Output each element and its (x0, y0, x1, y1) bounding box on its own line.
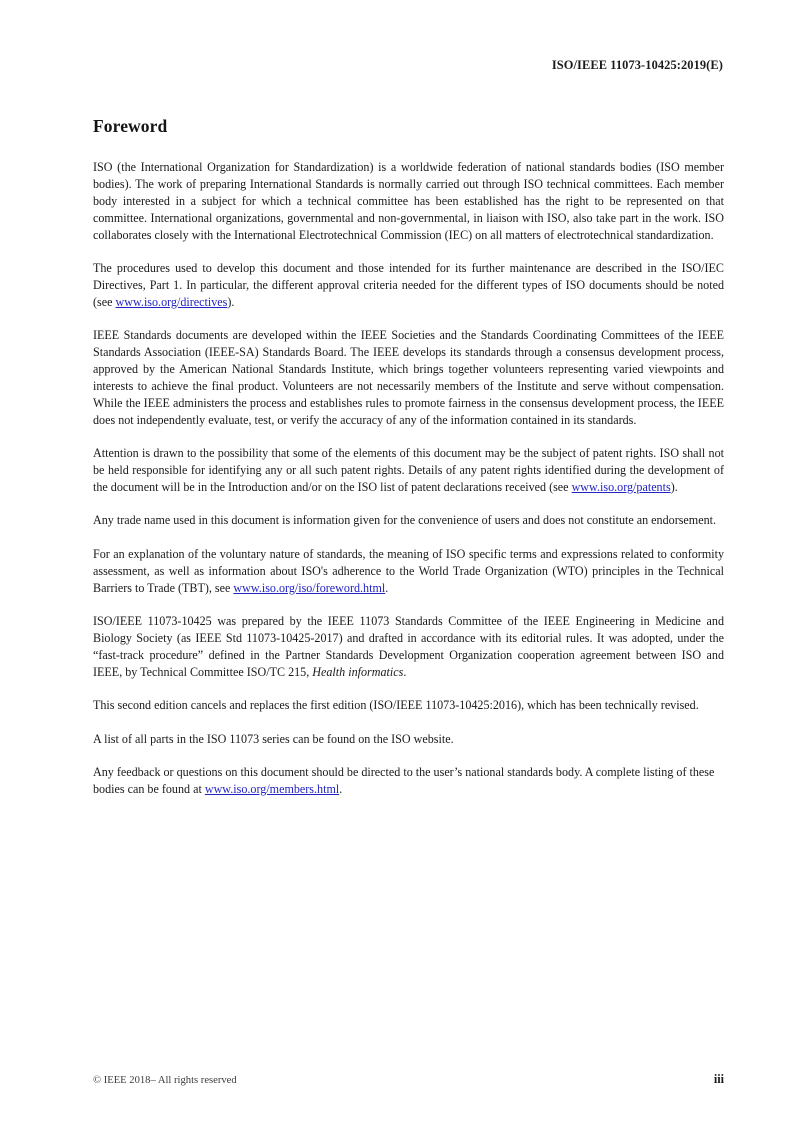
external-link[interactable]: www.iso.org/directives (115, 294, 228, 309)
text-run: ). (227, 294, 235, 309)
paragraph-ieee-standards (93, 327, 724, 428)
text-run: For an explanation of the voluntary nature of standards, the meaning of ISO specific terms and expressions related to conformity assessment, as well as information about ISO's adherence to the World Trade Organization (WTO) principles in the Technical Barriers to Trade (TBT), see (93, 546, 724, 595)
paragraph-procedures (93, 260, 724, 311)
page-footer (93, 1072, 724, 1087)
text-run: . (339, 781, 343, 796)
page-number: iii (713, 1072, 724, 1086)
text-run: ISO/IEEE 11073-10425 was prepared by the IEEE 11073 Standards Committee of the IEEE Engineering in Medicine and Biology Society (as IEEE Std 11073-10425-2017) and drafted in accordance with its editorial rules. It was adopted, under the “fast-track procedure” defined in the Partner Standards Development Organization cooperation agreement between ISO and IEEE, by Technical Committee ISO/TC 215, (93, 614, 724, 679)
text-run: Any trade name used in this document is information given for the convenience of users and does not constitute an endorsement. (93, 513, 716, 528)
text-run: ISO (the International Organization for Standardization) is a worldwide federation of national standards bodies (ISO member bodies). The work of preparing International Standards is normally carried out through ISO technical committees. Each member body interested in a subject for which a technical committee has been established has the right to be represented on that committee. International organizations, governmental and non-governmental, in liaison with ISO, also take part in the work. ISO collaborates closely with the International Electrotechnical Commission (IEC) on all matters of electrotechnical standardization. (93, 160, 724, 242)
paragraph-trade-name (93, 512, 724, 529)
paragraph-feedback (93, 764, 724, 798)
page-title: Foreword (93, 116, 168, 136)
paragraph-parts-list (93, 731, 724, 748)
text-run: IEEE Standards documents are developed within the IEEE Societies and the Standards Coordinating Committees of the IEEE Standards Association (IEEE-SA) Standards Board. The IEEE develops its standards through a consensus development process, approved by the American National Standards Institute, which brings together volunteers representing varied viewpoints and interests to achieve the final product. Volunteers are not necessarily members of the Institute and serve without compensation. While the IEEE administers the process and establishes rules to promote fairness in the consensus development process, the IEEE does not independently evaluate, test, or verify the accuracy of any of the information contained in its standards. (93, 328, 724, 427)
external-link[interactable]: www.iso.org/members.html (204, 781, 340, 796)
paragraph-list (93, 159, 724, 798)
text-run: The procedures used to develop this document and those intended for its further maintenance are described in the ISO/IEC Directives, Part 1. In particular, the different approval criteria needed for the different types of ISO documents should be noted (see (93, 261, 724, 309)
paragraph-voluntary-nature (93, 546, 724, 597)
external-link[interactable]: www.iso.org/iso/foreword.html (233, 580, 386, 595)
text-run: . (385, 580, 389, 595)
text-run: . (403, 664, 407, 679)
paragraph-iso-intro (93, 159, 724, 244)
text-run: ). (670, 480, 678, 494)
paragraph-patent-rights (93, 445, 724, 496)
text-run: Any feedback or questions on this document should be directed to the user’s national standards body. A complete listing of these bodies can be found at (93, 764, 715, 796)
external-link[interactable]: www.iso.org/patents (571, 480, 671, 494)
paragraph-second-edition (93, 697, 724, 714)
italic-title: Health informatics (312, 664, 404, 679)
text-run: This second edition cancels and replaces the first edition (ISO/IEEE 11073-10425:2016), which has been technically revised. (93, 698, 699, 713)
foreword-content (93, 116, 724, 798)
running-header: ISO/IEEE 11073-10425:2019(E) (551, 58, 723, 72)
paragraph-preparation (93, 613, 724, 681)
text-run: A list of all parts in the ISO 11073 series can be found on the ISO website. (93, 731, 454, 746)
copyright-notice: © IEEE 2018– All rights reserved (93, 1075, 237, 1086)
text-run: Attention is drawn to the possibility that some of the elements of this document may be the subject of patent rights. ISO shall not be held responsible for identifying any or all such patent rights. Details of any patent rights identified during the development of the document will be in the Introduction and/or on the ISO list of patent declarations received (see (93, 446, 724, 494)
